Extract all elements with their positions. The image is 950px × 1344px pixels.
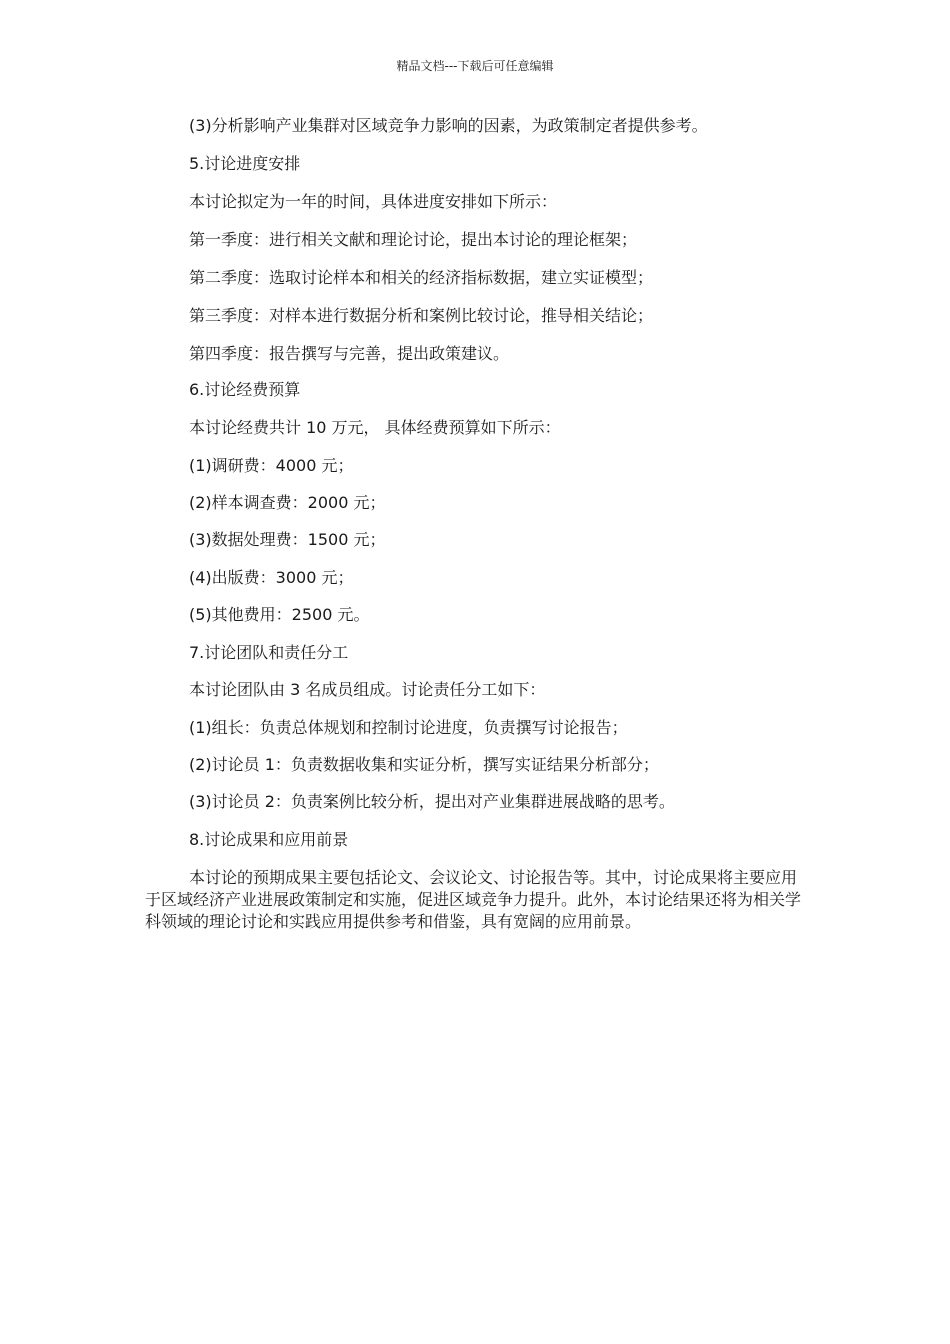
list-item: 第二季度：选取讨论样本和相关的经济指标数据，建立实证模型； [189, 268, 654, 287]
list-item: (1)组长：负责总体规划和控制讨论进度，负责撰写讨论报告； [189, 718, 628, 737]
section-heading: 8.讨论成果和应用前景 [189, 830, 349, 849]
paragraph: 本讨论经费共计 10 万元， 具体经费预算如下所示： [189, 418, 561, 437]
closing-paragraph: 本讨论的预期成果主要包括论文、会议论文、讨论报告等。其中，讨论成果将主要应用于区域经济产业进展政策制定和实施，促进区域竞争力提升。此外，本讨论结果还将为相关学科领域的理论讨论和实践应用提供参考和借鉴，具有宽阔的应用前景。 [145, 868, 802, 931]
paragraph: 本讨论拟定为一年的时间，具体进度安排如下所示： [189, 192, 558, 211]
list-item: (4)出版费：3000 元； [189, 568, 354, 587]
list-item: (5)其他费用：2500 元。 [189, 605, 370, 624]
paragraph: 本讨论团队由 3 名成员组成。讨论责任分工如下： [189, 680, 546, 699]
list-item: (3)分析影响产业集群对区域竞争力影响的因素，为政策制定者提供参考。 [189, 116, 708, 135]
list-item: (3)讨论员 2：负责案例比较分析，提出对产业集群进展战略的思考。 [189, 792, 675, 811]
list-item: (3)数据处理费：1500 元； [189, 530, 386, 549]
list-item: 第一季度：进行相关文献和理论讨论，提出本讨论的理论框架； [189, 230, 638, 249]
list-item: (2)讨论员 1：负责数据收集和实证分析，撰写实证结果分析部分； [189, 755, 659, 774]
list-item: 第四季度：报告撰写与完善，提出政策建议。 [189, 344, 510, 363]
list-item: (2)样本调查费：2000 元； [189, 493, 386, 512]
section-heading: 7.讨论团队和责任分工 [189, 643, 349, 662]
page-header: 精品文档---下载后可任意编辑 [396, 59, 554, 73]
list-item: (1)调研费：4000 元； [189, 456, 354, 475]
section-heading: 5.讨论进度安排 [189, 154, 301, 173]
list-item: 第三季度：对样本进行数据分析和案例比较讨论，推导相关结论； [189, 306, 654, 325]
section-heading: 6.讨论经费预算 [189, 380, 301, 399]
